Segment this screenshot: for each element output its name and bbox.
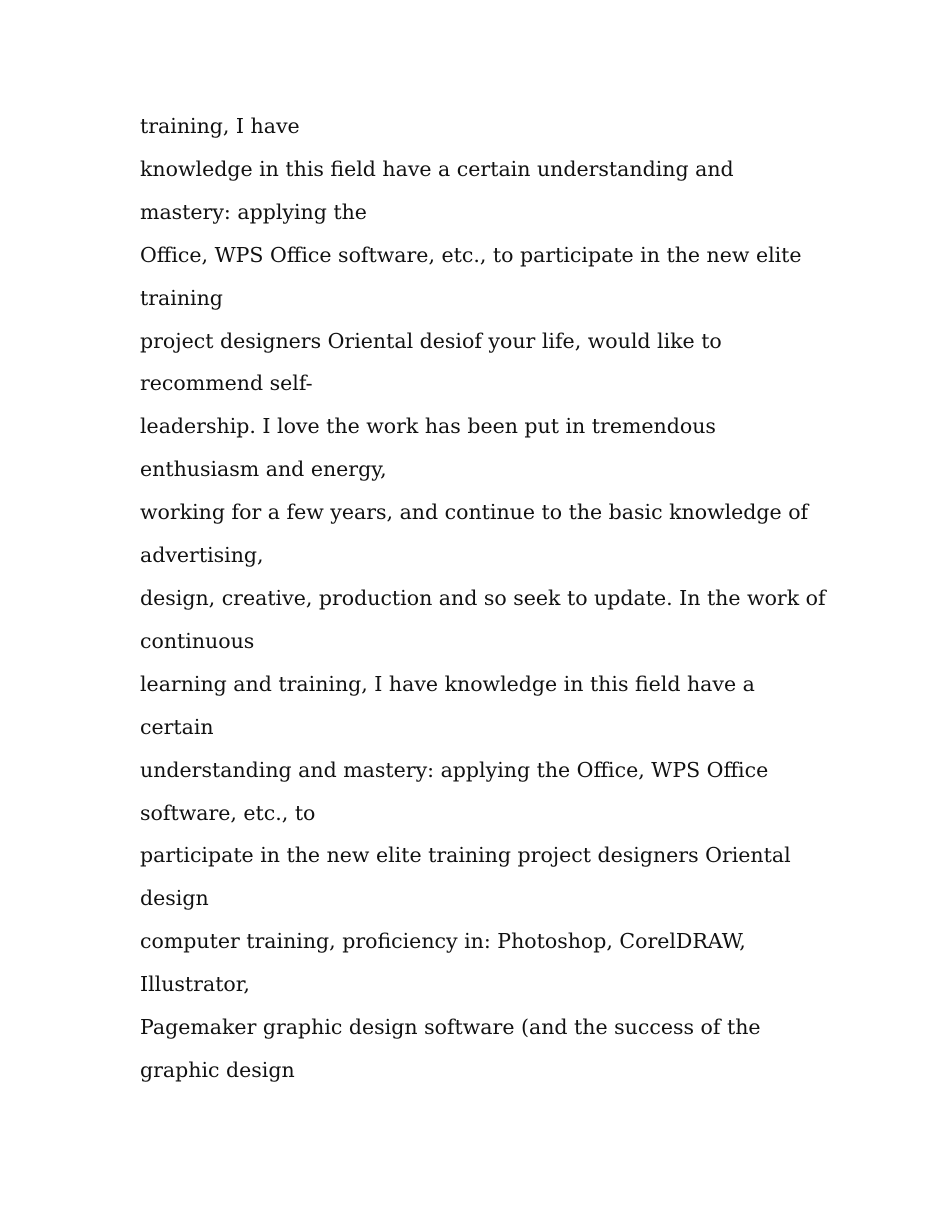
text-line: design	[140, 886, 209, 911]
text-line: Illustrator,	[140, 972, 250, 997]
text-line: training, I have	[140, 114, 300, 138]
text-line: working for a few years, and continue to the basic knowledge of	[140, 500, 809, 525]
text-line: Office, WPS Office software, etc., to participate in the new elite	[140, 242, 802, 267]
text-line: project designers Oriental desiof your life, would like to	[140, 328, 722, 353]
text-line: participate in the new elite training project designers Oriental	[140, 843, 791, 868]
text-line: recommend self-	[140, 371, 313, 396]
text-line: understanding and mastery: applying the Office, WPS Office	[140, 757, 769, 782]
text-line: design, creative, production and so seek to update. In the work of	[140, 585, 826, 610]
text-line: enthusiasm and energy,	[140, 457, 387, 482]
text-line: training	[140, 285, 223, 310]
text-line: graphic design	[140, 1057, 295, 1082]
text-line: learning and training, I have knowledge in this field have a	[140, 671, 755, 696]
text-line: leadership. I love the work has been put in tremendous	[140, 414, 716, 439]
text-line: knowledge in this field have a certain understanding and	[140, 156, 734, 181]
body-text	[140, 105, 826, 1092]
text-line: Pagemaker graphic design software (and the success of the	[140, 1015, 761, 1040]
text-line: computer training, proficiency in: Photoshop, CorelDRAW,	[140, 929, 746, 954]
text-line: certain	[140, 714, 214, 739]
text-line: mastery: applying the	[140, 199, 367, 224]
text-line: advertising,	[140, 543, 264, 568]
text-line: software, etc., to	[140, 800, 316, 825]
text-line: continuous	[140, 628, 255, 653]
